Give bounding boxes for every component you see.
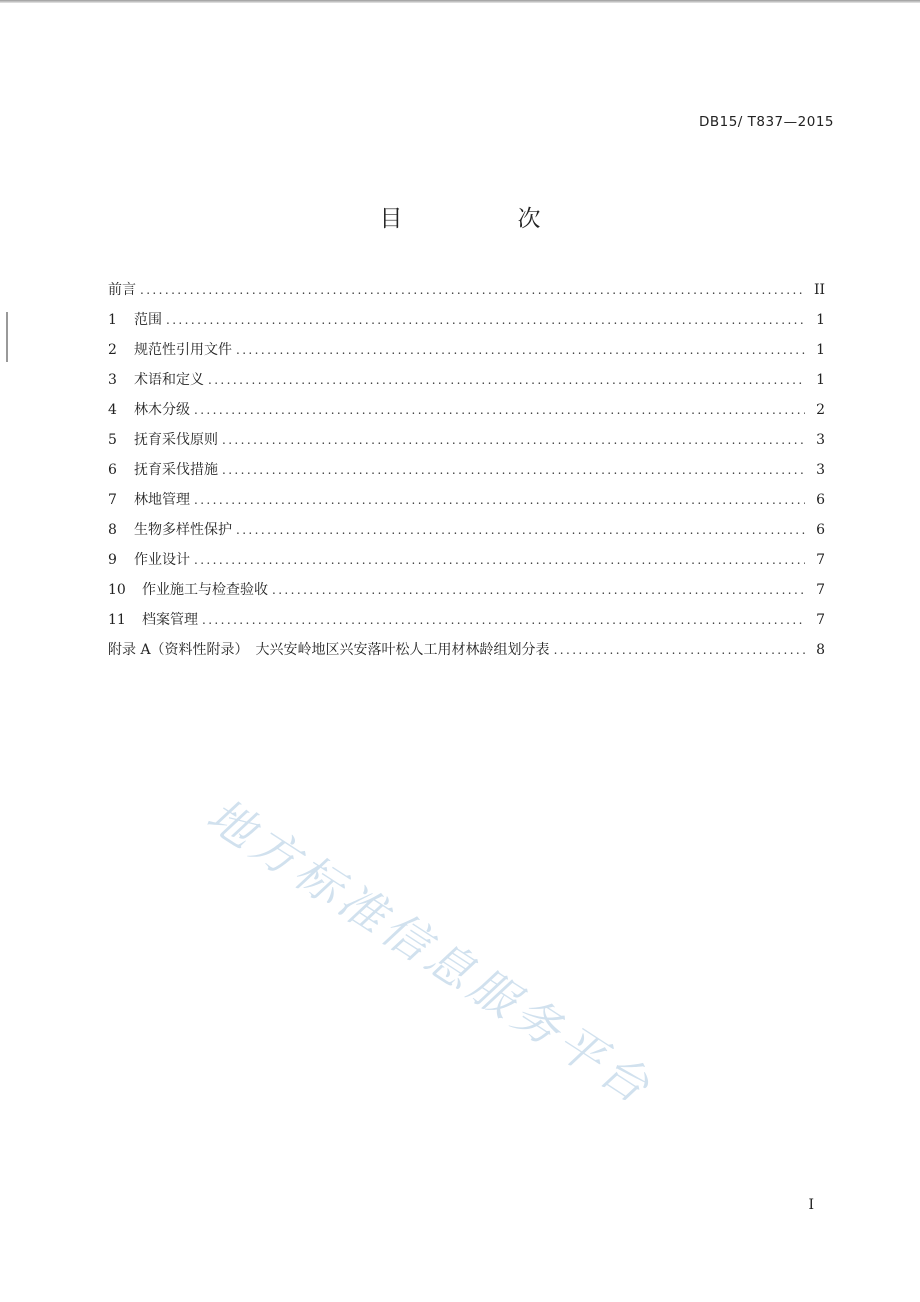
- toc-entry-number: 4: [108, 402, 117, 418]
- toc-entry-1[interactable]: [108, 305, 825, 335]
- toc-entry-label: 作业设计: [134, 552, 190, 568]
- toc-entry-page: 8: [816, 642, 825, 658]
- toc-entry-7[interactable]: [108, 485, 825, 515]
- toc-leader-dots: [272, 575, 805, 605]
- toc-leader-dots: [236, 335, 805, 365]
- page-title: 目 次: [379, 206, 587, 232]
- toc-entry-label: 前言: [108, 282, 136, 298]
- toc-entry-page: 7: [816, 552, 825, 568]
- toc-entry-appendix-a[interactable]: [108, 635, 825, 665]
- toc-entry-page: 3: [816, 432, 825, 448]
- toc-leader-dots: [208, 365, 805, 395]
- standard-code: DB15/ T837—2015: [698, 114, 834, 130]
- toc-entry-page: 7: [816, 612, 825, 628]
- toc-entry-label: 范围: [134, 312, 162, 328]
- toc-entry-number: 1: [108, 312, 117, 328]
- toc-entry-page: 1: [816, 342, 825, 358]
- toc-entry-label: 规范性引用文件: [134, 342, 232, 358]
- toc-entry-8[interactable]: [108, 515, 825, 545]
- toc-leader-dots: [194, 395, 805, 425]
- toc-entry-label: 生物多样性保护: [134, 522, 232, 538]
- toc-entry-page: 2: [816, 402, 825, 418]
- toc-entry-number: 6: [108, 462, 117, 478]
- scan-mark: [6, 312, 8, 362]
- toc-leader-dots: [194, 485, 805, 515]
- toc-entry-label: 林地管理: [134, 492, 190, 508]
- toc-entry-10[interactable]: [108, 575, 825, 605]
- toc-entry-label: 术语和定义: [134, 372, 204, 388]
- toc-entry-11[interactable]: [108, 605, 825, 635]
- toc-leader-dots: [236, 515, 805, 545]
- toc-leader-dots: [222, 425, 805, 455]
- toc-entry-number: 9: [108, 552, 117, 568]
- toc-entry-5[interactable]: [108, 425, 825, 455]
- toc-leader-dots: [222, 455, 805, 485]
- toc-entry-number: 5: [108, 432, 117, 448]
- toc-leader-dots: [194, 545, 805, 575]
- toc-entry-page: 1: [816, 372, 825, 388]
- toc-entry-label: 抚育采伐原则: [134, 432, 218, 448]
- toc-leader-dots: [202, 605, 805, 635]
- toc-entry-label: 附录 A（资料性附录） 大兴安岭地区兴安落叶松人工用材林龄组划分表: [108, 642, 550, 658]
- watermark: 地方标准信息服务平台: [197, 787, 664, 1117]
- page-number: I: [808, 1197, 814, 1213]
- toc-leader-dots: [554, 635, 805, 665]
- toc-entry-label: 林木分级: [134, 402, 190, 418]
- toc-entry-number: 7: [108, 492, 117, 508]
- toc-entry-number: 8: [108, 522, 117, 538]
- toc-entry-page: 1: [816, 312, 825, 328]
- toc-entry-number: 10: [108, 582, 126, 598]
- toc-entry-3[interactable]: [108, 365, 825, 395]
- toc-entry-page: 3: [816, 462, 825, 478]
- toc-entry-page: 6: [816, 492, 825, 508]
- toc-entry-label: 作业施工与检查验收: [142, 582, 268, 598]
- toc-entry-number: 2: [108, 342, 117, 358]
- scan-top-edge: [0, 0, 920, 3]
- toc-entry-2[interactable]: [108, 335, 825, 365]
- toc-entry-page: 7: [816, 582, 825, 598]
- toc-entry-label: 档案管理: [142, 612, 198, 628]
- toc-entry-number: 3: [108, 372, 117, 388]
- toc-entry-label: 抚育采伐措施: [134, 462, 218, 478]
- toc-entry-9[interactable]: [108, 545, 825, 575]
- toc-entry-page: II: [813, 282, 825, 298]
- toc-leader-dots: [140, 275, 805, 305]
- toc-entry-number: 11: [108, 612, 126, 628]
- toc-entry-4[interactable]: [108, 395, 825, 425]
- toc-leader-dots: [166, 305, 805, 335]
- table-of-contents: [108, 275, 825, 665]
- toc-entry-page: 6: [816, 522, 825, 538]
- toc-entry-foreword[interactable]: [108, 275, 825, 305]
- toc-entry-6[interactable]: [108, 455, 825, 485]
